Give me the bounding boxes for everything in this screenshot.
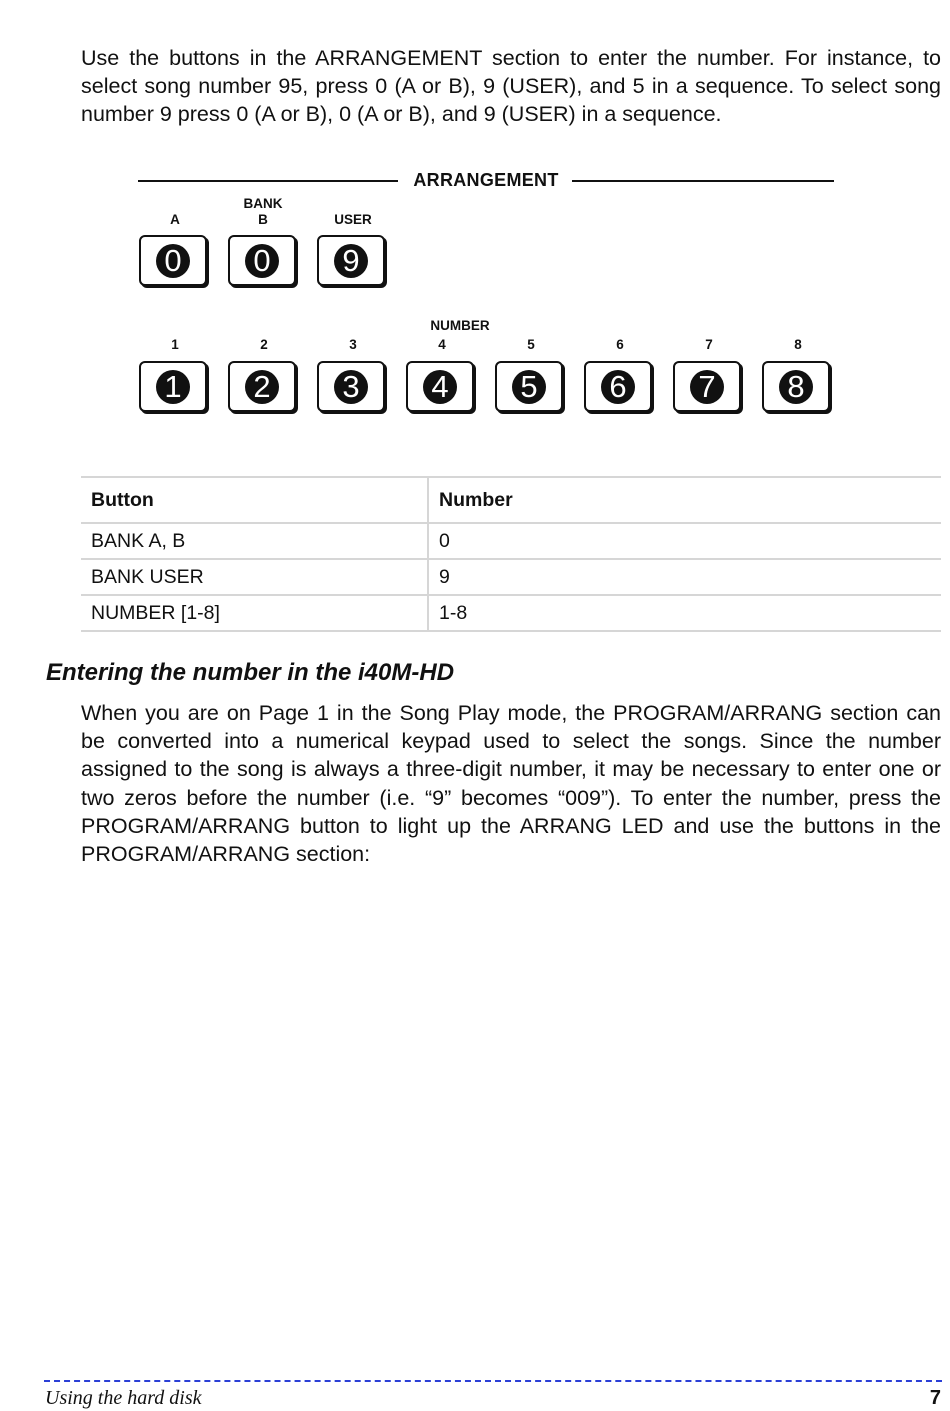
key-label-6: 6 — [616, 337, 624, 352]
key-label-user: USER — [334, 212, 372, 227]
table-row — [81, 523, 941, 559]
digit-glyph: 0 — [156, 244, 190, 278]
digit-glyph: 8 — [779, 370, 813, 404]
key-label-2: 2 — [260, 337, 268, 352]
key-label-5: 5 — [527, 337, 535, 352]
key-label-8: 8 — [794, 337, 802, 352]
key-label-3: 3 — [349, 337, 357, 352]
digit-glyph: 0 — [245, 244, 279, 278]
digit-glyph: 1 — [156, 370, 190, 404]
cell-button: BANK USER — [81, 559, 428, 595]
header-number: Number — [428, 477, 941, 523]
bank-a-button[interactable] — [139, 235, 207, 286]
number-6-button[interactable] — [584, 361, 652, 412]
key-label-7: 7 — [705, 337, 713, 352]
key-label-b: B — [258, 212, 268, 227]
section-heading: Entering the number in the i40M-HD — [46, 659, 455, 686]
number-3-button[interactable] — [317, 361, 385, 412]
number-1-button[interactable] — [139, 361, 207, 412]
key-label-4: 4 — [438, 337, 446, 352]
number-5-button[interactable] — [495, 361, 563, 412]
number-2-button[interactable] — [228, 361, 296, 412]
digit-glyph: 3 — [334, 370, 368, 404]
header-button: Button — [81, 477, 428, 523]
digit-glyph: 6 — [601, 370, 635, 404]
section-paragraph: When you are on Page 1 in the Song Play mode, the PROGRAM/ARRANG section can be converted into a numerical keypad used to select the songs. Since the number assigned to the song is always a three-digit number, it may be necessary to enter one or two zeros before the number (i.e. “9” becomes “009”). To enter the number, press the PROGRAM/ARRANG button to light up the ARRANG LED and use the buttons in the PROGRAM/ARRANG section: — [81, 701, 941, 867]
cell-number: 1-8 — [428, 595, 941, 631]
cell-button: NUMBER [1-8] — [81, 595, 428, 631]
digit-glyph: 9 — [334, 244, 368, 278]
page-number: 7 — [929, 1387, 941, 1409]
table-row — [81, 595, 941, 631]
key-label-1: 1 — [171, 337, 179, 352]
cell-number: 0 — [428, 523, 941, 559]
number-label: NUMBER — [430, 318, 490, 333]
number-4-button[interactable] — [406, 361, 474, 412]
digit-glyph: 2 — [245, 370, 279, 404]
digit-glyph: 4 — [423, 370, 457, 404]
figure-rule-left — [138, 180, 398, 182]
cell-number: 9 — [428, 559, 941, 595]
footer-divider — [44, 1380, 942, 1382]
footer-section-title: Using the hard disk — [45, 1387, 202, 1409]
bank-label: BANK — [243, 196, 283, 211]
bank-user-button[interactable] — [317, 235, 385, 286]
table-row — [81, 559, 941, 595]
table-header-row — [81, 477, 941, 523]
number-8-button[interactable] — [762, 361, 830, 412]
arrangement-figure — [0, 0, 950, 470]
key-label-a: A — [170, 212, 180, 227]
number-7-button[interactable] — [673, 361, 741, 412]
bank-b-button[interactable] — [228, 235, 296, 286]
figure-title: ARRANGEMENT — [413, 170, 559, 190]
button-number-table — [81, 476, 941, 632]
digit-glyph: 7 — [690, 370, 724, 404]
cell-button: BANK A, B — [81, 523, 428, 559]
intro-paragraph: Use the buttons in the ARRANGEMENT section to enter the number. For instance, to select song number 95, press 0 (A or B), 9 (USER), and 5 in a sequence. To select song number 9 press 0 (A or B), 0 (A or B), and 9 (USER) in a sequence. — [81, 46, 941, 127]
digit-glyph: 5 — [512, 370, 546, 404]
figure-rule-right — [572, 180, 834, 182]
